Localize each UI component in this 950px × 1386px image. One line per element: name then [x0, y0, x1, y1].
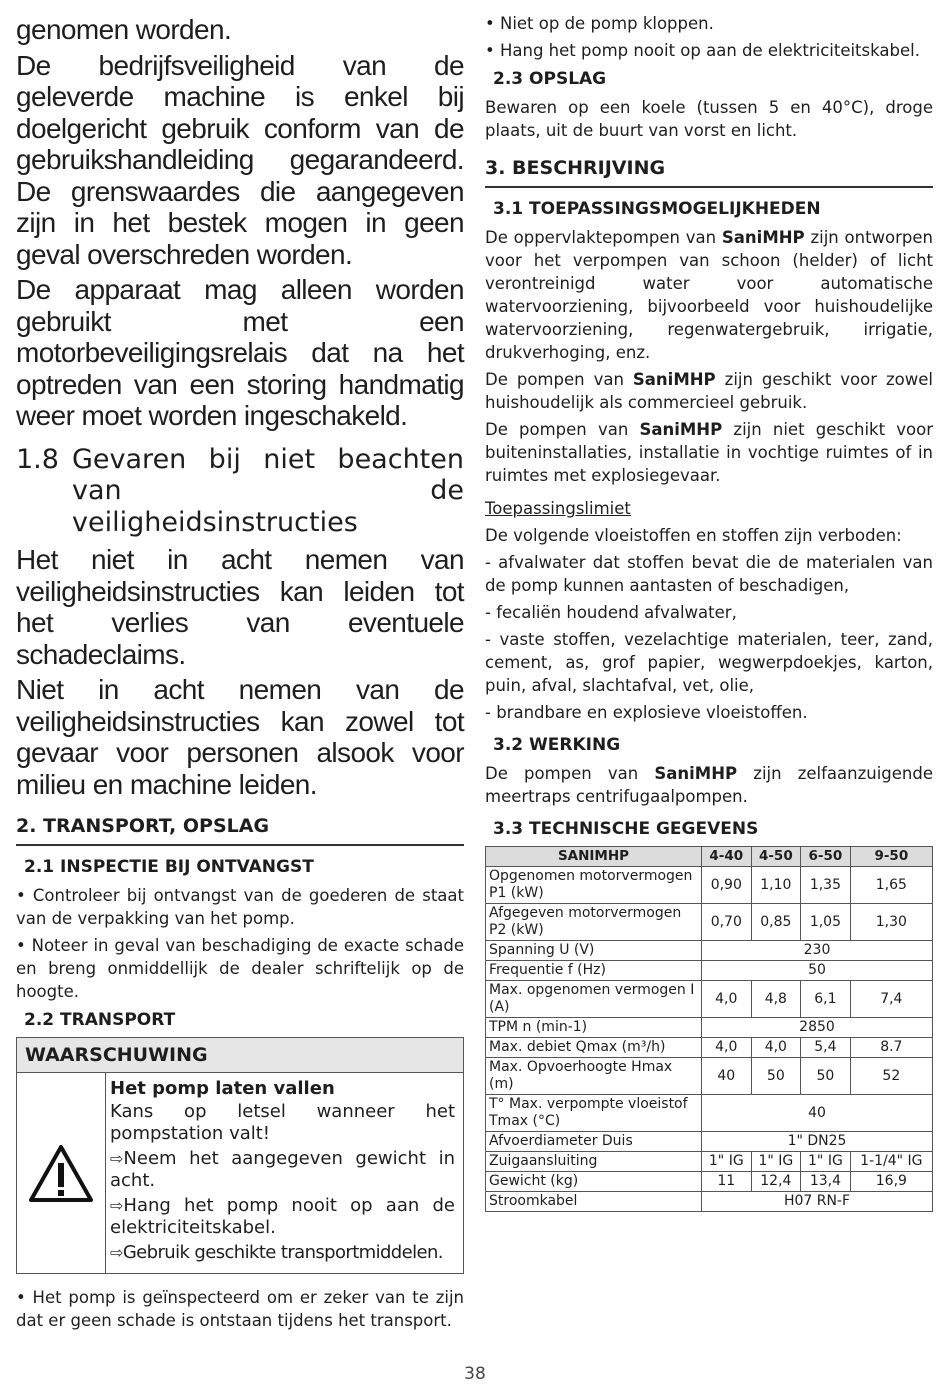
technical-data-table: [485, 846, 933, 1212]
table-row: Max. debiet Qmax (m³/h) 4,0 4,0 5,4 8.7: [486, 1038, 933, 1058]
paragraph: De pompen van SaniMHP zijn niet geschikt voor buiteninstallaties, installatie in vochtige ruimtes of in ruimtes met explosiegevaar.: [485, 420, 933, 485]
section-heading-2-2: 2.2 TRANSPORT: [24, 1010, 176, 1030]
table-row: T° Max. verpompte vloeistof Tmax (°C) 40: [486, 1095, 933, 1132]
warning-instruction: ⇨Gebruik geschikte transportmiddelen.: [110, 1242, 443, 1263]
table-row: Max. Opvoerhoogte Hmax (m) 40 50 50 52: [486, 1058, 933, 1095]
paragraph: De pompen van SaniMHP zijn zelfaanzuigende meertraps centrifugaalpompen.: [485, 764, 934, 806]
table-header: 6-50: [801, 847, 851, 867]
paragraph: De bedrijfsveiligheid van de geleverde machine is enkel bij doelgericht gebruik conform van de gebruikshandleiding gegarandeerd. De grenswaardes die aangegeven zijn in het bestek mogen in geen geval overschreden worden.: [16, 49, 464, 270]
warning-title: Het pomp laten vallen: [110, 1078, 335, 1099]
warning-body: [17, 1073, 463, 1273]
table-row: Gewicht (kg) 11 12,4 13,4 16,9: [486, 1172, 933, 1192]
paragraph: Bewaren op een koele (tussen 5 en 40°C), droge plaats, uit de buurt van vorst en licht.: [485, 98, 933, 140]
warning-box: [16, 1037, 464, 1274]
section-heading-1-8: [16, 444, 464, 539]
section-title-main: Gevaren bij niet beachten van de: [72, 443, 464, 506]
section-heading-3-1: 3.1 TOEPASSINGSMOGELIJKHEDEN: [493, 199, 821, 219]
bullet-item: • Niet op de pomp kloppen.: [485, 14, 714, 33]
table-row: Stroomkabel H07 RN-F: [486, 1192, 933, 1212]
table-header: SANIMHP: [486, 847, 702, 867]
page-number: 38: [464, 1364, 486, 1384]
table-row: Max. opgenomen vermogen I (A) 4,0 4,8 6,1 7,4: [486, 981, 933, 1018]
table-header-row: [486, 847, 933, 867]
table-header: 9-50: [850, 847, 932, 867]
warning-triangle-icon: [17, 1073, 106, 1273]
warning-text: [106, 1073, 463, 1273]
brand-name: SaniMHP: [632, 370, 716, 389]
bullet-item: • Het pomp is geïnspecteerd om er zeker van te zijn dat er geen schade is ontstaan tijdens het transport.: [16, 1288, 464, 1330]
warning-instruction: ⇨Hang het pomp nooit op aan de elektriciteitskabel.: [110, 1195, 455, 1238]
arrow-right-icon: ⇨: [110, 1149, 124, 1168]
table-row: TPM n (min-1) 2850: [486, 1018, 933, 1038]
table-row: Afgegeven motorvermogen P2 (kW) 0,70 0,85 1,05 1,30: [486, 904, 933, 941]
section-heading-2-1: 2.1 INSPECTIE BIJ ONTVANGST: [24, 857, 314, 877]
section-heading-3: 3. BESCHRIJVING: [485, 156, 933, 188]
section-number: 1.8: [16, 443, 59, 475]
section-title: [72, 444, 464, 539]
warning-description: Kans op letsel wanneer het pompstation valt!: [110, 1101, 455, 1144]
paragraph: De volgende vloeistoffen en stoffen zijn verboden:: [485, 526, 902, 545]
brand-name: SaniMHP: [721, 228, 805, 247]
paragraph: genomen worden.: [16, 14, 232, 45]
section-heading-2: 2. TRANSPORT, OPSLAG: [16, 814, 464, 846]
table-row: Zuigaansluiting 1" IG 1" IG 1" IG 1-1/4" IG: [486, 1152, 933, 1172]
section-heading-3-3: 3.3 TECHNISCHE GEGEVENS: [493, 819, 759, 839]
table-row: Frequentie f (Hz) 50: [486, 961, 933, 981]
warning-header: WAARSCHUWING: [17, 1038, 463, 1073]
bullet-item: • Noteer in geval van beschadiging de exacte schade en breng onmiddellijk de dealer schriftelijk op de hoogte.: [16, 936, 464, 1001]
bullet-item: • Controleer bij ontvangst van de goederen de staat van de verpakking van het pomp.: [16, 886, 464, 928]
brand-name: SaniMHP: [639, 420, 723, 439]
section-heading-2-3: 2.3 OPSLAG: [493, 69, 607, 89]
table-header: 4-50: [751, 847, 801, 867]
list-item: - brandbare en explosieve vloeistoffen.: [485, 703, 808, 722]
paragraph: De pompen van SaniMHP zijn geschikt voor zowel huishoudelijk als commercieel gebruik.: [485, 370, 934, 412]
bullet-item: • Hang het pomp nooit op aan de elektriciteitskabel.: [485, 41, 920, 60]
left-column: [16, 0, 464, 1336]
right-column: [485, 12, 933, 1212]
list-item: - fecaliën houdend afvalwater,: [485, 603, 737, 622]
paragraph: Het niet in acht nemen van veiligheidsinstructies kan leiden tot het verlies van eventuele schadeclaims.: [16, 544, 464, 670]
arrow-right-icon: ⇨: [110, 1196, 124, 1215]
arrow-right-icon: ⇨: [110, 1243, 123, 1262]
list-item: - vaste stoffen, vezelachtige materialen, teer, zand, cement, as, grof papier, wegwerpdoekjes, karton, puin, afval, slachtafval, vet, olie,: [485, 630, 933, 695]
warning-instruction: ⇨Neem het aangegeven gewicht in acht.: [110, 1148, 455, 1191]
paragraph: De apparaat mag alleen worden gebruikt met een motorbeveiligingsrelais dat na het optreden van een storing handmatig weer moet worden ingeschakeld.: [16, 274, 464, 431]
list-item: - afvalwater dat stoffen bevat die de materialen van de pomp kunnen aantasten of beschadigen,: [485, 553, 933, 595]
brand-name: SaniMHP: [654, 764, 738, 783]
table-row: Spanning U (V) 230: [486, 941, 933, 961]
table-header: 4-40: [702, 847, 752, 867]
section-title-last: veiligheidsinstructies: [72, 506, 358, 538]
table-row: Afvoerdiameter Duis 1" DN25: [486, 1132, 933, 1152]
subheading-limit: Toepassingslimiet: [485, 499, 631, 518]
paragraph: Niet in acht nemen van de veiligheidsinstructies kan zowel tot gevaar voor personen alsook voor milieu en machine leiden.: [16, 674, 464, 800]
paragraph: De oppervlaktepompen van SaniMHP zijn ontworpen voor het verpompen van schoon (helder) of licht verontreinigd water voor automatische watervoorziening, bijvoorbeeld voor huishoudelijke watervoorziening, regenwatergebruik, irrigatie, drukverhoging, enz.: [485, 228, 934, 362]
table-row: Opgenomen motorvermogen P1 (kW) 0,90 1,10 1,35 1,65: [486, 867, 933, 904]
section-heading-3-2: 3.2 WERKING: [493, 735, 621, 755]
